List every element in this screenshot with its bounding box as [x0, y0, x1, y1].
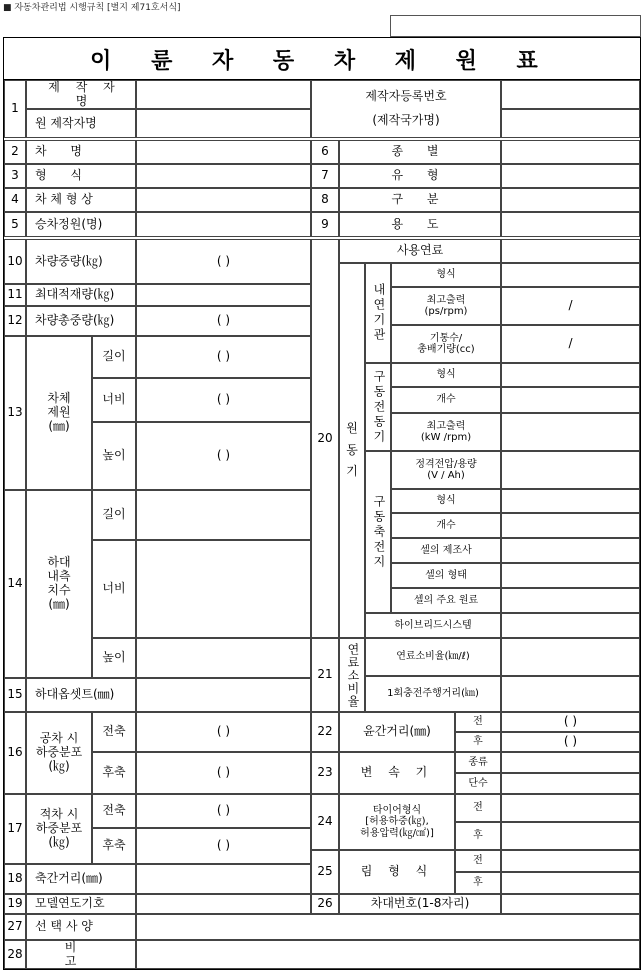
label-bat-model: 형식: [391, 489, 501, 513]
row-num: 27: [4, 914, 26, 940]
label-fuel: 사용연료: [339, 239, 501, 263]
form-header: ■ 자동차관리법 시행규칙 [별지 제71호서식]: [3, 3, 181, 13]
value-track-front[interactable]: ( ): [501, 712, 640, 732]
value-range[interactable]: [501, 676, 640, 712]
row-num: 6: [311, 140, 339, 164]
row-num: 10: [4, 239, 26, 284]
top-blank-box: [390, 15, 641, 37]
label-em-model: 형식: [391, 363, 501, 387]
label-fuel-rate: 연료소비율(㎞/ℓ): [365, 638, 501, 676]
label-car-name: 차 명: [26, 140, 136, 164]
label-options: 선 택 사 양: [26, 914, 136, 940]
row-num: 19: [4, 894, 26, 914]
label-width: 너비: [92, 378, 136, 422]
label-length: 길이: [92, 490, 136, 540]
label-model: 형 식: [26, 164, 136, 188]
label-fuel-efficiency: 연료소비율: [339, 638, 365, 712]
label-bat-rating: 정격전압/용량 (V / Ah): [391, 451, 501, 489]
label-cell-material: 셀의 주요 원료: [391, 588, 501, 613]
label-ice-power: 최고출력 (ps/rpm): [391, 287, 501, 325]
value-empty-rear[interactable]: ( ): [136, 752, 311, 794]
value-ice-model[interactable]: [501, 263, 640, 287]
label-length: 길이: [92, 336, 136, 378]
value-tire-front[interactable]: [501, 794, 640, 822]
label-front: 전: [455, 794, 501, 822]
page-title: 이 륜 자 동 차 제 원 표: [4, 40, 640, 80]
value-use[interactable]: [501, 212, 640, 237]
value-ice-displacement[interactable]: /: [501, 325, 640, 363]
value-country[interactable]: [501, 109, 640, 138]
label-type: 유 형: [339, 164, 501, 188]
label-battery: 구동축전지: [365, 451, 391, 613]
country-text: (제작국가명): [372, 113, 440, 127]
value-bat-count[interactable]: [501, 513, 640, 538]
row-num: 25: [311, 850, 339, 894]
value-tire-rear[interactable]: [501, 822, 640, 850]
row-num: 2: [4, 140, 26, 164]
label-rear-axle: 후축: [92, 828, 136, 864]
row-num: 22: [311, 712, 339, 752]
value-body-height[interactable]: ( ): [136, 422, 311, 490]
row-num: 18: [4, 864, 26, 894]
label-body-dims: 차체 제원 (㎜): [26, 336, 92, 490]
label-weight: 차량중량(㎏): [26, 239, 136, 284]
value-cell-form[interactable]: [501, 563, 640, 588]
value-options[interactable]: [136, 914, 640, 940]
label-reg-no: [311, 80, 501, 138]
value-model-year[interactable]: [136, 894, 311, 914]
row-num: 24: [311, 794, 339, 850]
value-bat-model[interactable]: [501, 489, 640, 513]
label-empty-dist: 공차 시 하중분포 (㎏): [26, 712, 92, 794]
label-capacity: 승차정원(명): [26, 212, 136, 237]
row-num: 21: [311, 638, 339, 712]
label-max-load: 최대적재량(㎏): [26, 284, 136, 306]
label-front: 전: [455, 850, 501, 872]
label-wheelbase: 축간거리(㎜): [26, 864, 136, 894]
row-num: 13: [4, 336, 26, 490]
label-trans-kind: 종류: [455, 752, 501, 773]
value-cargo-length[interactable]: [136, 490, 311, 540]
value-em-count[interactable]: [501, 387, 640, 413]
label-em-count: 개수: [391, 387, 501, 413]
value-trans-kind[interactable]: [501, 752, 640, 773]
label-ice-model: 형식: [391, 263, 501, 287]
value-wheelbase[interactable]: [136, 864, 311, 894]
label-height: 높이: [92, 422, 136, 490]
label-em-power: 최고출력 (kW /rpm): [391, 413, 501, 451]
row-num: 17: [4, 794, 26, 864]
label-cargo-dims: 하대 내측 치수 (㎜): [26, 490, 92, 678]
row-num: 11: [4, 284, 26, 306]
label-hybrid: 하이브리드시스템: [365, 613, 501, 638]
label-kind: 종 별: [339, 140, 501, 164]
value-kind[interactable]: [501, 140, 640, 164]
label-trans-steps: 단수: [455, 773, 501, 794]
row-num: 20: [311, 239, 339, 638]
label-emotor: 구동전동기: [365, 363, 391, 451]
value-em-model[interactable]: [501, 363, 640, 387]
value-fuel[interactable]: [501, 239, 640, 263]
label-use: 용 도: [339, 212, 501, 237]
row-num: 8: [311, 188, 339, 212]
label-ice-displacement: 기통수/ 총배기량(cc): [391, 325, 501, 363]
row-num: 4: [4, 188, 26, 212]
value-rim-front[interactable]: [501, 850, 640, 872]
row-num: 1: [4, 80, 26, 138]
row-num: 5: [4, 212, 26, 237]
label-track: 윤간거리(㎜): [339, 712, 455, 752]
label-remarks: 비 고: [26, 940, 136, 969]
row-num: 3: [4, 164, 26, 188]
reg-no-text: 제작자등록번호: [365, 89, 447, 104]
label-front-axle: 전축: [92, 794, 136, 828]
label-front: 전: [455, 712, 501, 732]
label-rear: 후: [455, 872, 501, 894]
label-overhang: 하대옵셋트(㎜): [26, 678, 136, 712]
value-overhang[interactable]: [136, 678, 311, 712]
value-model[interactable]: [136, 164, 311, 188]
value-cell-material[interactable]: [501, 588, 640, 613]
value-class[interactable]: [501, 188, 640, 212]
value-empty-front[interactable]: ( ): [136, 712, 311, 752]
row-num: 23: [311, 752, 339, 794]
row-num: 15: [4, 678, 26, 712]
label-class: 구 분: [339, 188, 501, 212]
label-range: 1회충전주행거리(㎞): [365, 676, 501, 712]
label-rear: 후: [455, 732, 501, 752]
label-vin: 차대번호(1-8자리): [339, 894, 501, 914]
value-maker[interactable]: [136, 80, 311, 109]
value-rim-rear[interactable]: [501, 872, 640, 894]
row-num: 26: [311, 894, 339, 914]
label-model-year: 모델연도기호: [26, 894, 136, 914]
value-capacity[interactable]: [136, 212, 311, 237]
value-car-name[interactable]: [136, 140, 311, 164]
label-loaded-dist: 적차 시 하중분포 (㎏): [26, 794, 92, 864]
value-max-load[interactable]: [136, 284, 311, 306]
value-bat-rating[interactable]: [501, 451, 640, 489]
row-num: 16: [4, 712, 26, 794]
value-cell-maker[interactable]: [501, 538, 640, 563]
row-num: 7: [311, 164, 339, 188]
value-cargo-height[interactable]: [136, 638, 311, 678]
label-body-shape: 차 체 형 상: [26, 188, 136, 212]
label-transmission: 변 속 기: [339, 752, 455, 794]
label-front-axle: 전축: [92, 712, 136, 752]
value-reg-no[interactable]: [501, 80, 640, 109]
label-rim: 림 형 식: [339, 850, 455, 894]
label-height: 높이: [92, 638, 136, 678]
value-fuel-rate[interactable]: [501, 638, 640, 676]
value-hybrid[interactable]: [501, 613, 640, 638]
value-trans-steps[interactable]: [501, 773, 640, 794]
label-rear: 후: [455, 822, 501, 850]
value-cargo-width[interactable]: [136, 540, 311, 638]
row-num: 12: [4, 306, 26, 336]
label-width: 너비: [92, 540, 136, 638]
value-loaded-rear[interactable]: ( ): [136, 828, 311, 864]
value-body-length[interactable]: ( ): [136, 336, 311, 378]
label-gross-weight: 차량총중량(㎏): [26, 306, 136, 336]
value-type[interactable]: [501, 164, 640, 188]
row-num: 9: [311, 212, 339, 237]
label-maker: 제 작 자 명: [26, 80, 136, 109]
label-origin-maker: 원 제작자명: [26, 109, 136, 138]
value-body-shape[interactable]: [136, 188, 311, 212]
value-track-rear[interactable]: ( ): [501, 732, 640, 752]
label-bat-count: 개수: [391, 513, 501, 538]
value-origin-maker[interactable]: [136, 109, 311, 138]
value-em-power[interactable]: [501, 413, 640, 451]
value-gross-weight[interactable]: ( ): [136, 306, 311, 336]
row-num: 14: [4, 490, 26, 678]
label-cell-maker: 셀의 제조사: [391, 538, 501, 563]
value-ice-power[interactable]: /: [501, 287, 640, 325]
label-rear-axle: 후축: [92, 752, 136, 794]
value-remarks[interactable]: [136, 940, 640, 969]
label-ice: 내연기관: [365, 263, 391, 363]
label-tire: 타이어형식 [허용하중(㎏), 허용압력(㎏/㎠)]: [339, 794, 455, 850]
value-vin[interactable]: [501, 894, 640, 914]
value-loaded-front[interactable]: ( ): [136, 794, 311, 828]
label-motor: 원 동 기: [339, 263, 365, 638]
row-num: 28: [4, 940, 26, 969]
value-weight[interactable]: ( ): [136, 239, 311, 284]
label-cell-form: 셀의 형태: [391, 563, 501, 588]
value-body-width[interactable]: ( ): [136, 378, 311, 422]
